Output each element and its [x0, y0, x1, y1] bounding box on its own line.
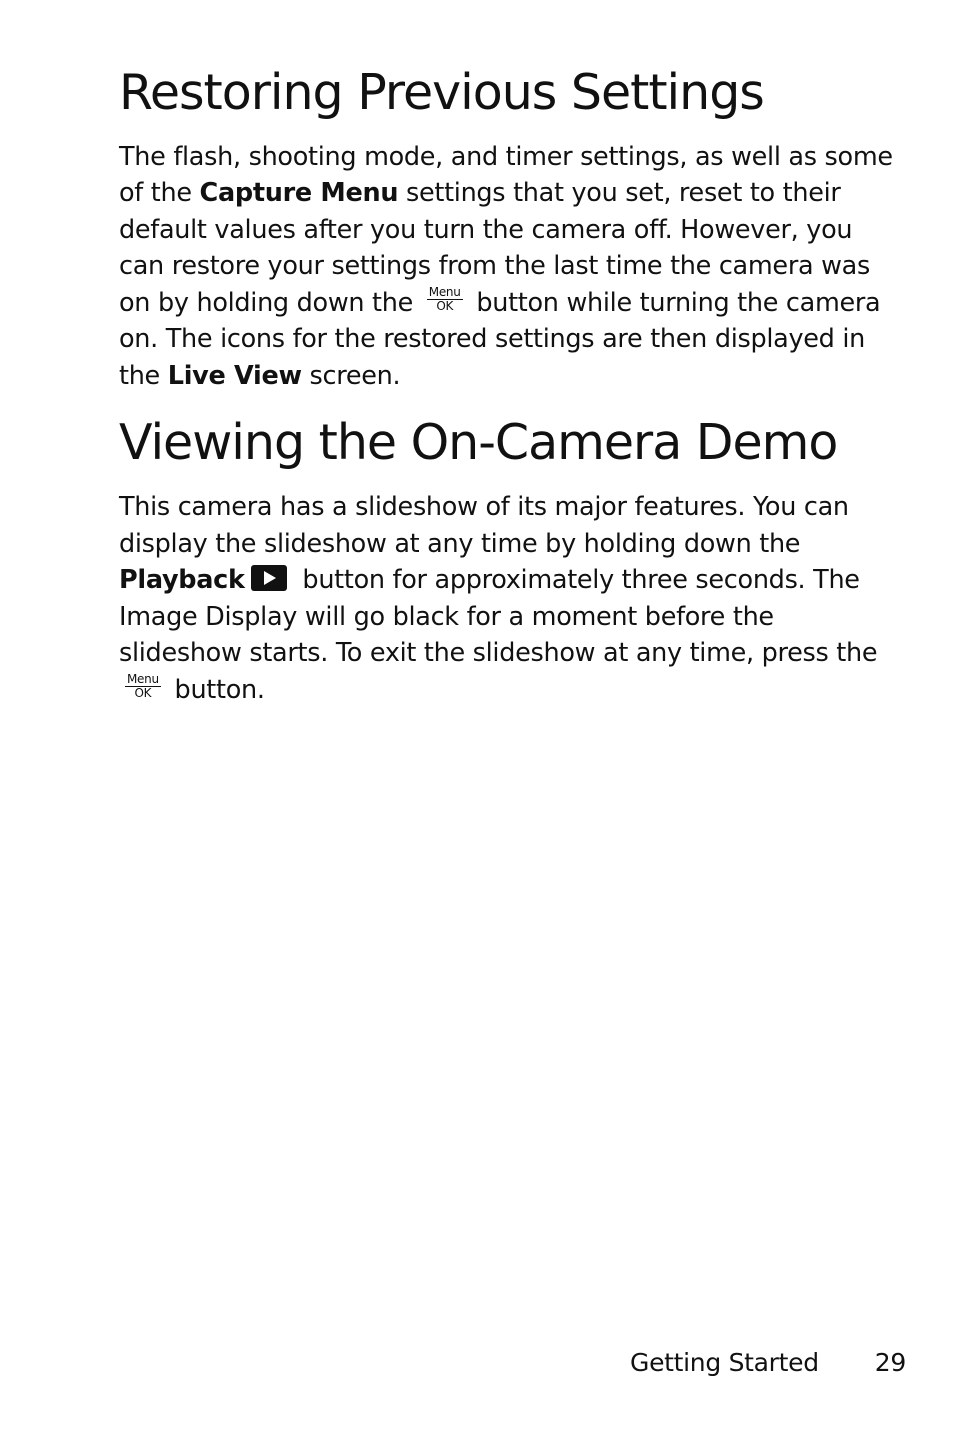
- playback-icon: [251, 565, 287, 591]
- text-run: button while turning the camera on. The icons for the restored settings are then displayed in the: [119, 287, 881, 391]
- paragraph-restoring: [119, 139, 894, 395]
- live-view-term: Live View: [167, 360, 302, 391]
- heading-viewing-demo: Viewing the On-Camera Demo: [119, 414, 838, 472]
- text-run: button.: [166, 674, 265, 705]
- footer-section-title: Getting Started: [630, 1348, 819, 1377]
- text-run: button for approximately three seconds. The Image Display will go black for a moment before the slideshow starts. To exit the slideshow at any time, press the: [119, 565, 878, 669]
- paragraph-demo: [119, 489, 894, 708]
- text-run: The flash, shooting mode, and timer settings, as well as some of the: [119, 141, 893, 209]
- page-number: 29: [874, 1348, 907, 1377]
- menu-ok-icon-bottom: OK: [134, 686, 152, 701]
- capture-menu-term: Capture Menu: [199, 178, 399, 209]
- menu-ok-icon: [427, 286, 463, 313]
- playback-term: Playback: [119, 565, 245, 596]
- menu-ok-icon-top: Menu: [428, 285, 461, 300]
- text-run: This camera has a slideshow of its major features. You can display the slideshow at any time by holding down the: [119, 492, 849, 559]
- heading-restoring-previous-settings: Restoring Previous Settings: [119, 64, 764, 121]
- text-run: settings that you set, reset to their default values after you turn the camera off. However, you can restore your settings from the last time the camera was on by holding down the: [119, 178, 870, 318]
- menu-ok-icon-bottom: OK: [436, 299, 454, 314]
- text-run: screen.: [301, 360, 401, 391]
- menu-ok-icon-top: Menu: [127, 672, 159, 687]
- menu-ok-icon: [125, 673, 161, 700]
- page-footer: [630, 1348, 906, 1377]
- page-content: [119, 0, 894, 708]
